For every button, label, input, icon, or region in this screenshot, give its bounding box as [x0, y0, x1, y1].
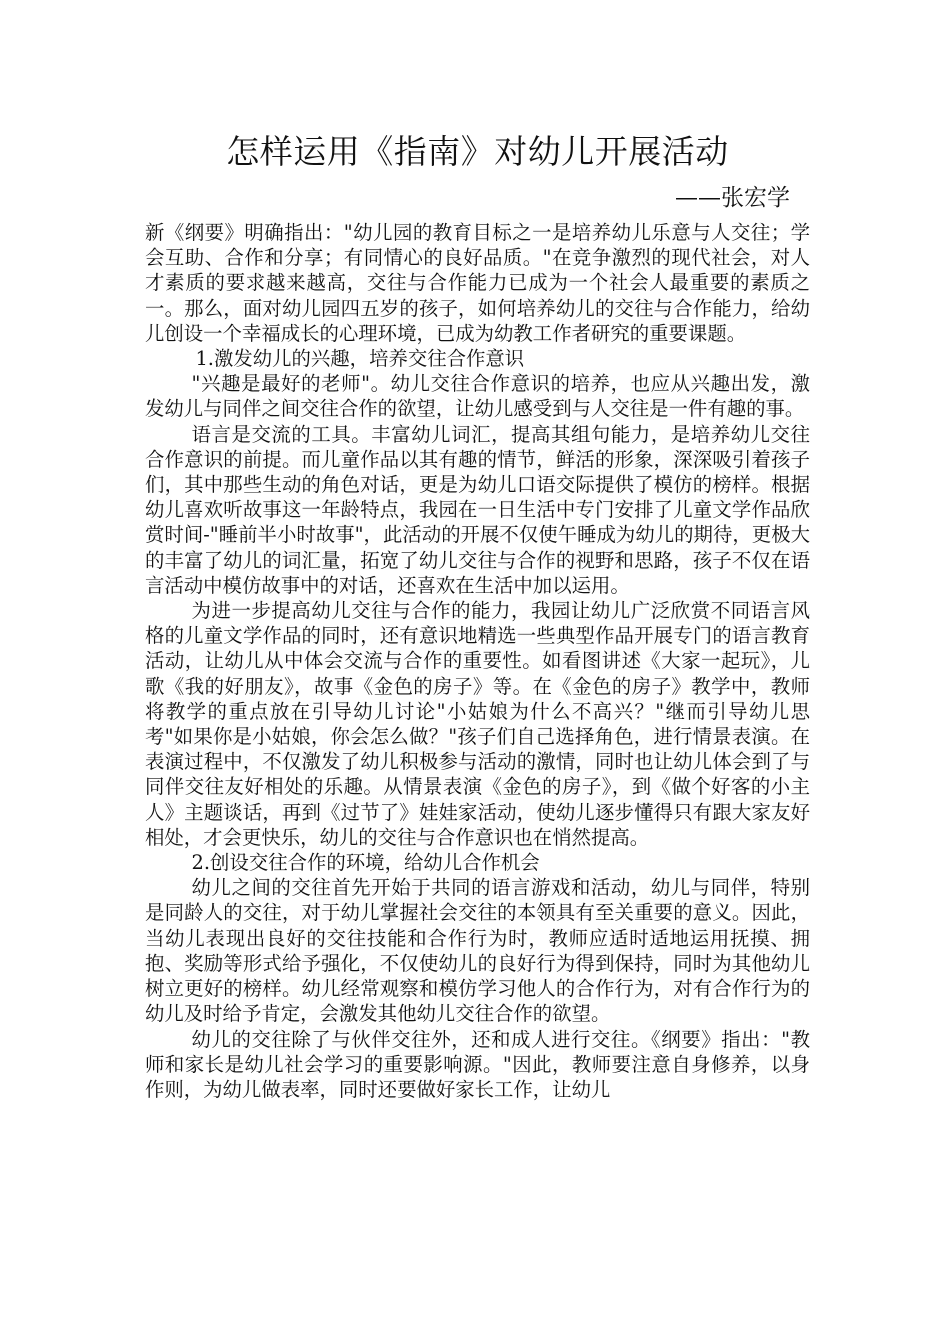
document-page: [145, 128, 810, 1102]
document-body: [145, 220, 810, 1102]
body-paragraph: 语言是交流的工具。丰富幼儿词汇，提高其组句能力，是培养幼儿交往合作意识的前提。而儿童作品以其有趣的情节，鲜活的形象，深深吸引着孩子们，其中那些生动的角色对话，更是为幼儿口语交际提供了模仿的榜样。根据幼儿喜欢听故事这一年龄特点，我园在一日生活中专门安排了儿童文学作品欣赏时间-"睡前半小时故事"，此活动的开展不仅使午睡成为幼儿的期待，更极大的丰富了幼儿的词汇量，拓宽了幼儿交往与合作的视野和思路，孩子不仅在语言活动中模仿故事中的对话，还喜欢在生活中加以运用。: [145, 422, 810, 597]
body-paragraph: 新《纲要》明确指出："幼儿园的教育目标之一是培养幼儿乐意与人交往；学会互助、合作和分享；有同情心的良好品质。"在竞争激烈的现代社会，对人才素质的要求越来越高，交往与合作能力已成为一个社会人最重要的素质之一。那么，面对幼儿园四五岁的孩子，如何培养幼儿的交往与合作能力，给幼儿创设一个幸福成长的心理环境，已成为幼教工作者研究的重要课题。: [145, 221, 810, 345]
body-paragraph: 幼儿的交往除了与伙伴交往外，还和成人进行交往。《纲要》指出："教师和家长是幼儿社会学习的重要影响源。"因此，教师要注意自身修养，以身作则，为幼儿做表率，同时还要做好家长工作，让幼儿: [145, 1027, 810, 1101]
document-title: 怎样运用《指南》对幼儿开展活动: [226, 132, 729, 171]
body-paragraph: 幼儿之间的交往首先开始于共同的语言游戏和活动，幼儿与同伴，特别是同龄人的交往，对于幼儿掌握社会交往的本领具有至关重要的意义。因此，当幼儿表现出良好的交往技能和合作行为时，教师应适时适地运用抚摸、拥抱、奖励等形式给予强化，不仅使幼儿的良好行为得到保持，同时为其他幼儿树立更好的榜样。幼儿经常观察和模仿学习他人的合作行为，对有合作行为的幼儿及时给予肯定，会激发其他幼儿交往合作的欲望。: [145, 876, 810, 1026]
body-paragraph: "兴趣是最好的老师"。幼儿交往合作意识的培养，也应从兴趣出发，激发幼儿与同伴之间交往合作的欲望，让幼儿感受到与人交往是一件有趣的事。: [145, 372, 810, 421]
body-paragraph: 为进一步提高幼儿交往与合作的能力，我园让幼儿广泛欣赏不同语言风格的儿童文学作品的同时，还有意识地精选一些典型作品开展专门的语言教育活动，让幼儿从中体会交流与合作的重要性。如看图讲述《大家一起玩》，儿歌《我的好朋友》，故事《金色的房子》等。在《金色的房子》教学中，教师将教学的重点放在引导幼儿讨论"小姑娘为什么不高兴？"继而引导幼儿思考"如果你是小姑娘，你会怎么做？"孩子们自己选择角色，进行情景表演。在表演过程中，不仅激发了幼儿积极参与活动的激情，同时也让幼儿体会到了与同伴交往友好相处的乐趣。从情景表演《金色的房子》，到《做个好客的小主人》主题谈话，再到《过节了》娃娃家活动，使幼儿逐步懂得只有跟大家友好相处，才会更快乐，幼儿的交往与合作意识也在悄然提高。: [145, 599, 810, 849]
section-heading-2: 2.创设交往合作的环境，给幼儿合作机会: [191, 851, 540, 875]
section-heading-1: 1.激发幼儿的兴趣，培养交往合作意识: [195, 347, 525, 371]
document-author: ——张宏学: [675, 185, 790, 211]
